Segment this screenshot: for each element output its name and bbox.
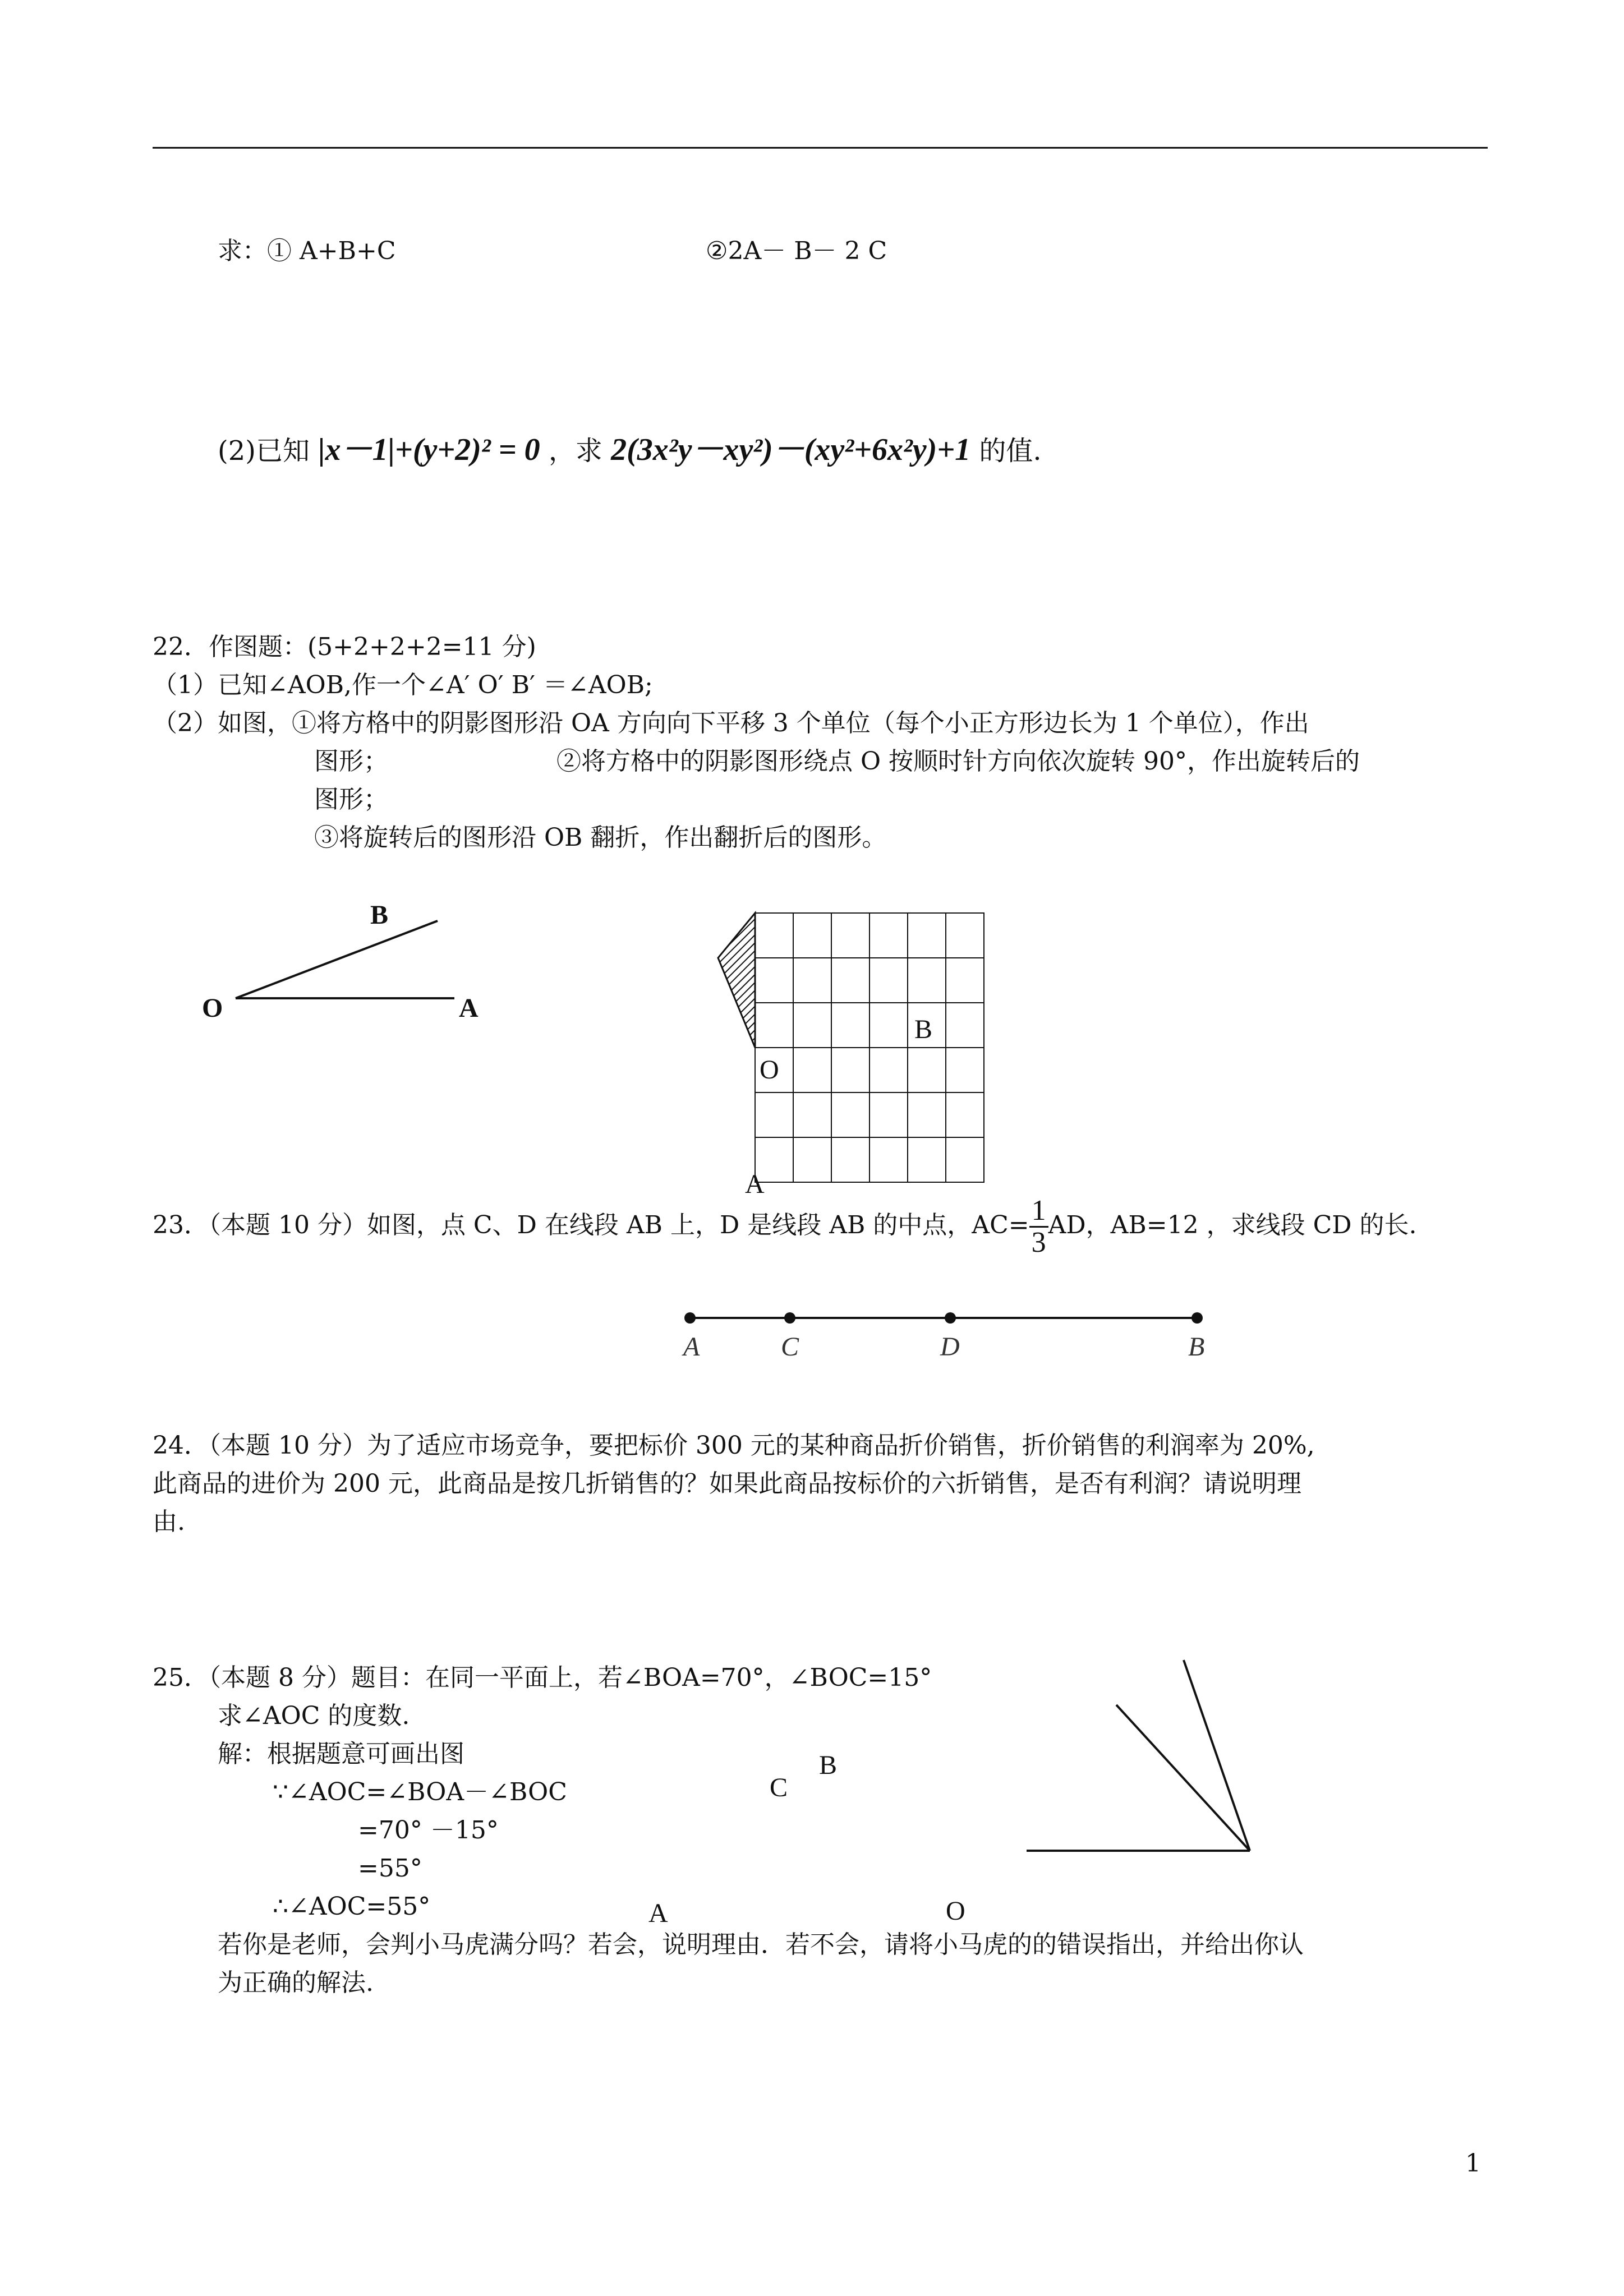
q25-label-a: A xyxy=(648,1898,668,1928)
segment-label-a: A xyxy=(683,1332,700,1362)
q25-label-b: B xyxy=(819,1750,838,1780)
q25-line6: =55° xyxy=(358,1854,422,1883)
q21-2-line xyxy=(218,432,1042,469)
angle-aoc-figure xyxy=(1021,1649,1257,1868)
grid-figure xyxy=(707,903,999,1195)
q25-line2: 求∠AOC 的度数. xyxy=(218,1702,410,1730)
q25-label-c: C xyxy=(770,1773,788,1802)
ray-ob xyxy=(236,921,438,998)
q22-part2-line4: ③将旋转后的图形沿 OB 翻折，作出翻折后的图形。 xyxy=(314,823,887,852)
q25-label-o: O xyxy=(946,1896,965,1926)
q21-2-condition: |x－1|+(y+2)² = 0 xyxy=(318,432,540,467)
q22-part2-line2b: ②将方格中的阴影图形绕点 O 按顺时针方向依次旋转 90°，作出旋转后的 xyxy=(556,747,1360,776)
q24-line1: 24．（本题 10 分）为了适应市场竞争，要把标价 300 元的某种商品折价销售，折价销售的利润率为 20%, xyxy=(153,1431,1315,1460)
q23-suffix: AD，AB=12 ，求线段 CD 的长. xyxy=(1048,1211,1417,1239)
q21-2-prefix: (2)已知 xyxy=(218,435,310,467)
segment-label-b: B xyxy=(1188,1332,1205,1362)
segment-ab-figure xyxy=(673,1301,1223,1335)
point-b xyxy=(1191,1312,1203,1324)
ray-o-steep xyxy=(1184,1660,1250,1851)
fraction-denominator: 3 xyxy=(1031,1227,1046,1258)
q24-line2: 此商品的进价为 200 元，此商品是按几折销售的？如果此商品按标价的六折销售，是否有利润？请说明理 xyxy=(153,1469,1301,1498)
q21-2-mid: ，求 xyxy=(548,435,602,467)
fraction-one-third xyxy=(1029,1196,1048,1258)
point-c xyxy=(784,1312,795,1324)
q25-line1: 25．（本题 8 分）题目：在同一平面上，若∠BOA=70°，∠BOC=15° xyxy=(153,1663,932,1692)
grid-label-a: A xyxy=(745,1169,765,1199)
q25-line9: 为正确的解法. xyxy=(218,1968,374,1997)
segment-label-c: C xyxy=(781,1332,799,1362)
header-rule xyxy=(153,147,1488,149)
q25-line8: 若你是老师，会判小马虎满分吗？若会，说明理由．若不会，请将小马虎的的错误指出，并给出你认 xyxy=(218,1930,1304,1959)
q22-part2-line3: 图形； xyxy=(314,785,388,814)
q21-2-suffix: 的值. xyxy=(979,435,1042,467)
segment-label-d: D xyxy=(940,1332,960,1362)
q23-line xyxy=(153,1196,1417,1258)
grid-lines xyxy=(755,913,984,1182)
angle-label-a: A xyxy=(459,993,479,1023)
q24-line3: 由. xyxy=(153,1507,185,1536)
grid-label-o: O xyxy=(760,1055,779,1085)
q25-line4: ∵∠AOC=∠BOA－∠BOC xyxy=(273,1778,567,1806)
q25-line5: =70° －15° xyxy=(358,1816,499,1845)
point-d xyxy=(945,1312,956,1324)
point-a xyxy=(684,1312,696,1324)
shaded-shape xyxy=(718,913,755,1048)
q22-part2-line1: （2）如图，①将方格中的阴影图形沿 OA 方向向下平移 3 个单位（每个小正方形边长为 1 个单位），作出 xyxy=(153,709,1309,737)
page-number: 1 xyxy=(1465,2149,1481,2178)
angle-label-b: B xyxy=(370,900,389,930)
q25-line3: 解：根据题意可画出图 xyxy=(218,1740,464,1768)
q22-part1: （1）已知∠AOB,作一个∠A′ O′ B′ ＝∠AOB; xyxy=(153,671,653,699)
grid-label-b: B xyxy=(914,1015,933,1044)
q21-intro: 求：① A+B+C xyxy=(218,237,396,265)
q22-part2-line2a: 图形； xyxy=(314,747,388,776)
q25-line7: ∴∠AOC=55° xyxy=(273,1892,431,1921)
ray-o-middle xyxy=(1116,1705,1250,1851)
q23-prefix: 23．（本题 10 分）如图，点 C、D 在线段 AB 上，D 是线段 AB 的中点，AC= xyxy=(153,1211,1029,1239)
q21-2-expression: 2(3x²y－xy²)－(xy²+6x²y)+1 xyxy=(611,432,971,467)
q21-part2: ②2A－ B－ 2 C xyxy=(706,237,887,265)
angle-label-o: O xyxy=(202,993,223,1023)
fraction-numerator: 1 xyxy=(1029,1196,1048,1228)
q22-title: 22．作图题：(5+2+2+2=11 分) xyxy=(153,633,536,661)
